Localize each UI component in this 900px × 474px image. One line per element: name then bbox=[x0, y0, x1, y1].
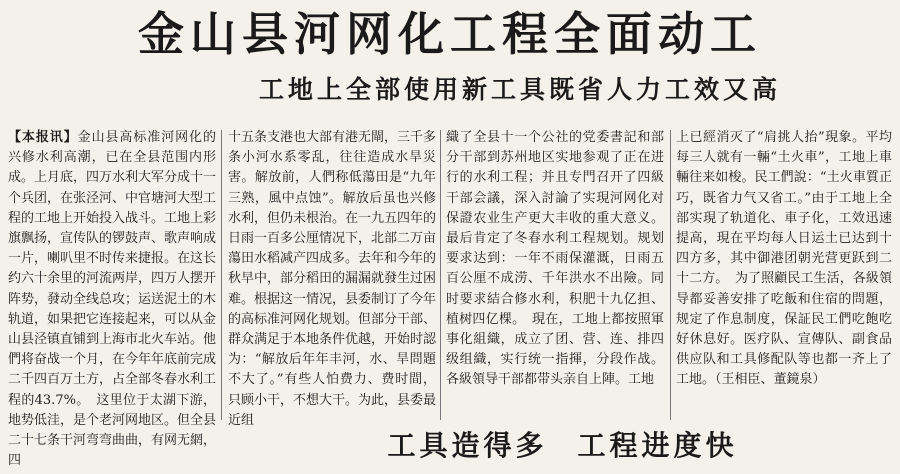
column-4-text: 上已經消灭了“肩挑人抬”現象。平均每三人就有一輛“土火車”，工地上車輛往来如梭。民工們說：“土火車質正巧，既省力气又省工。”由于工地上全部实現了轨道化、車子化，工效迅速提高，現在平均每人日运土已达到十四方多，其中御港团朝光营更跃到二十二方。 为了照顧民工生活，各級領导都妥善安排了吃飯和住宿的問題，规定了作息制度，保証民工們吃飽吃好休息好。医疗队、宣傳队、副食品供应队和工具修配队等也都一齐上了工地。（王相臣、董鏡泉） bbox=[676, 130, 892, 388]
bottom-headline-part-1: 工具造得多 bbox=[387, 429, 548, 462]
bottom-headline-part-2: 工程进度快 bbox=[577, 429, 738, 462]
bottom-headline bbox=[230, 424, 895, 468]
main-headline: 金山县河网化工程全面动工 bbox=[138, 7, 762, 61]
column-divider bbox=[670, 130, 671, 420]
article-column-2 bbox=[228, 128, 436, 428]
article-column-4 bbox=[676, 128, 892, 428]
article-column-3 bbox=[446, 128, 664, 428]
subheadline: 工地上全部使用新工具既省人力工效又高 bbox=[258, 75, 781, 104]
column-divider bbox=[440, 130, 441, 420]
column-3-text: 織了全县十一个公社的党委書記和部分干部到苏州地区实地参观了正在进行的水利工程；并且专門召开了四級干部会議，深入討論了实現河网化对保證农业生产更大丰收的重大意义。最后肯定了冬春水利工程规划。规划要求达到：一年不雨保灌溉，日雨五百公厘不成涝、千年洪水不出險。同时要求結合修水利，积肥十九亿担、植树四亿棵。 現在，工地上都按照軍事化組織，成立了团、营、连、排四级组織，实行统一指揮，分段作战。各級領导干部都带头亲自上陣。工地 bbox=[446, 130, 664, 388]
news-source-tag: 【本报讯】 bbox=[8, 130, 78, 145]
article-column-1 bbox=[8, 128, 216, 468]
column-2-text: 十五条支港也大部有港无閘，三千多条小河水系零乱，往往造成水旱災害。解放前，人們称低蕩田是“九年三熟，風中点蚀”。解放后虽也兴修水利，但仍未根治。在一九五四年的日雨一百多公厘情况下，北部二万亩蕩田水稻减产四成多。去年和今年的秋早中，部分稻田的漏漏就發生过困难。根据这一情况，县委制订了今年的高标准河网化规划。但部分干部、群众满足于本地条件优越，开始时認为：“解放后年年丰河，水、旱問題不大了。”有些人怕费力、费时間，只顾小干，不想大干。为此，县委最近组 bbox=[228, 130, 436, 428]
column-1-text: 金山县高标准河网化的兴修水利高潮，已在全县范围内形成。上月底，四万水利大军分成十一个兵团，在张泾河、中官塘河大型工程的工地上开始投入战斗。工地上彩旗飘扬，宣传队的锣鼓声、歌声响成一片，喇叭里不时传来捷报。在这长约六十余里的河流两岸，四万人摆开阵势，發动全线总攻；运送泥土的木轨道，如果把它连接起来，可以从金山县泾镇直铺到上海市北火车站。他們将奋战一个月，在今年年底前完成二千四百万土方，占全部冬春水利工程的43.7%。 这里位于太湖下游，地势低洼，是个老河网地区。但全县二十七条干河弯弯曲曲，有网无網，四 bbox=[8, 130, 216, 468]
column-divider bbox=[221, 130, 222, 420]
